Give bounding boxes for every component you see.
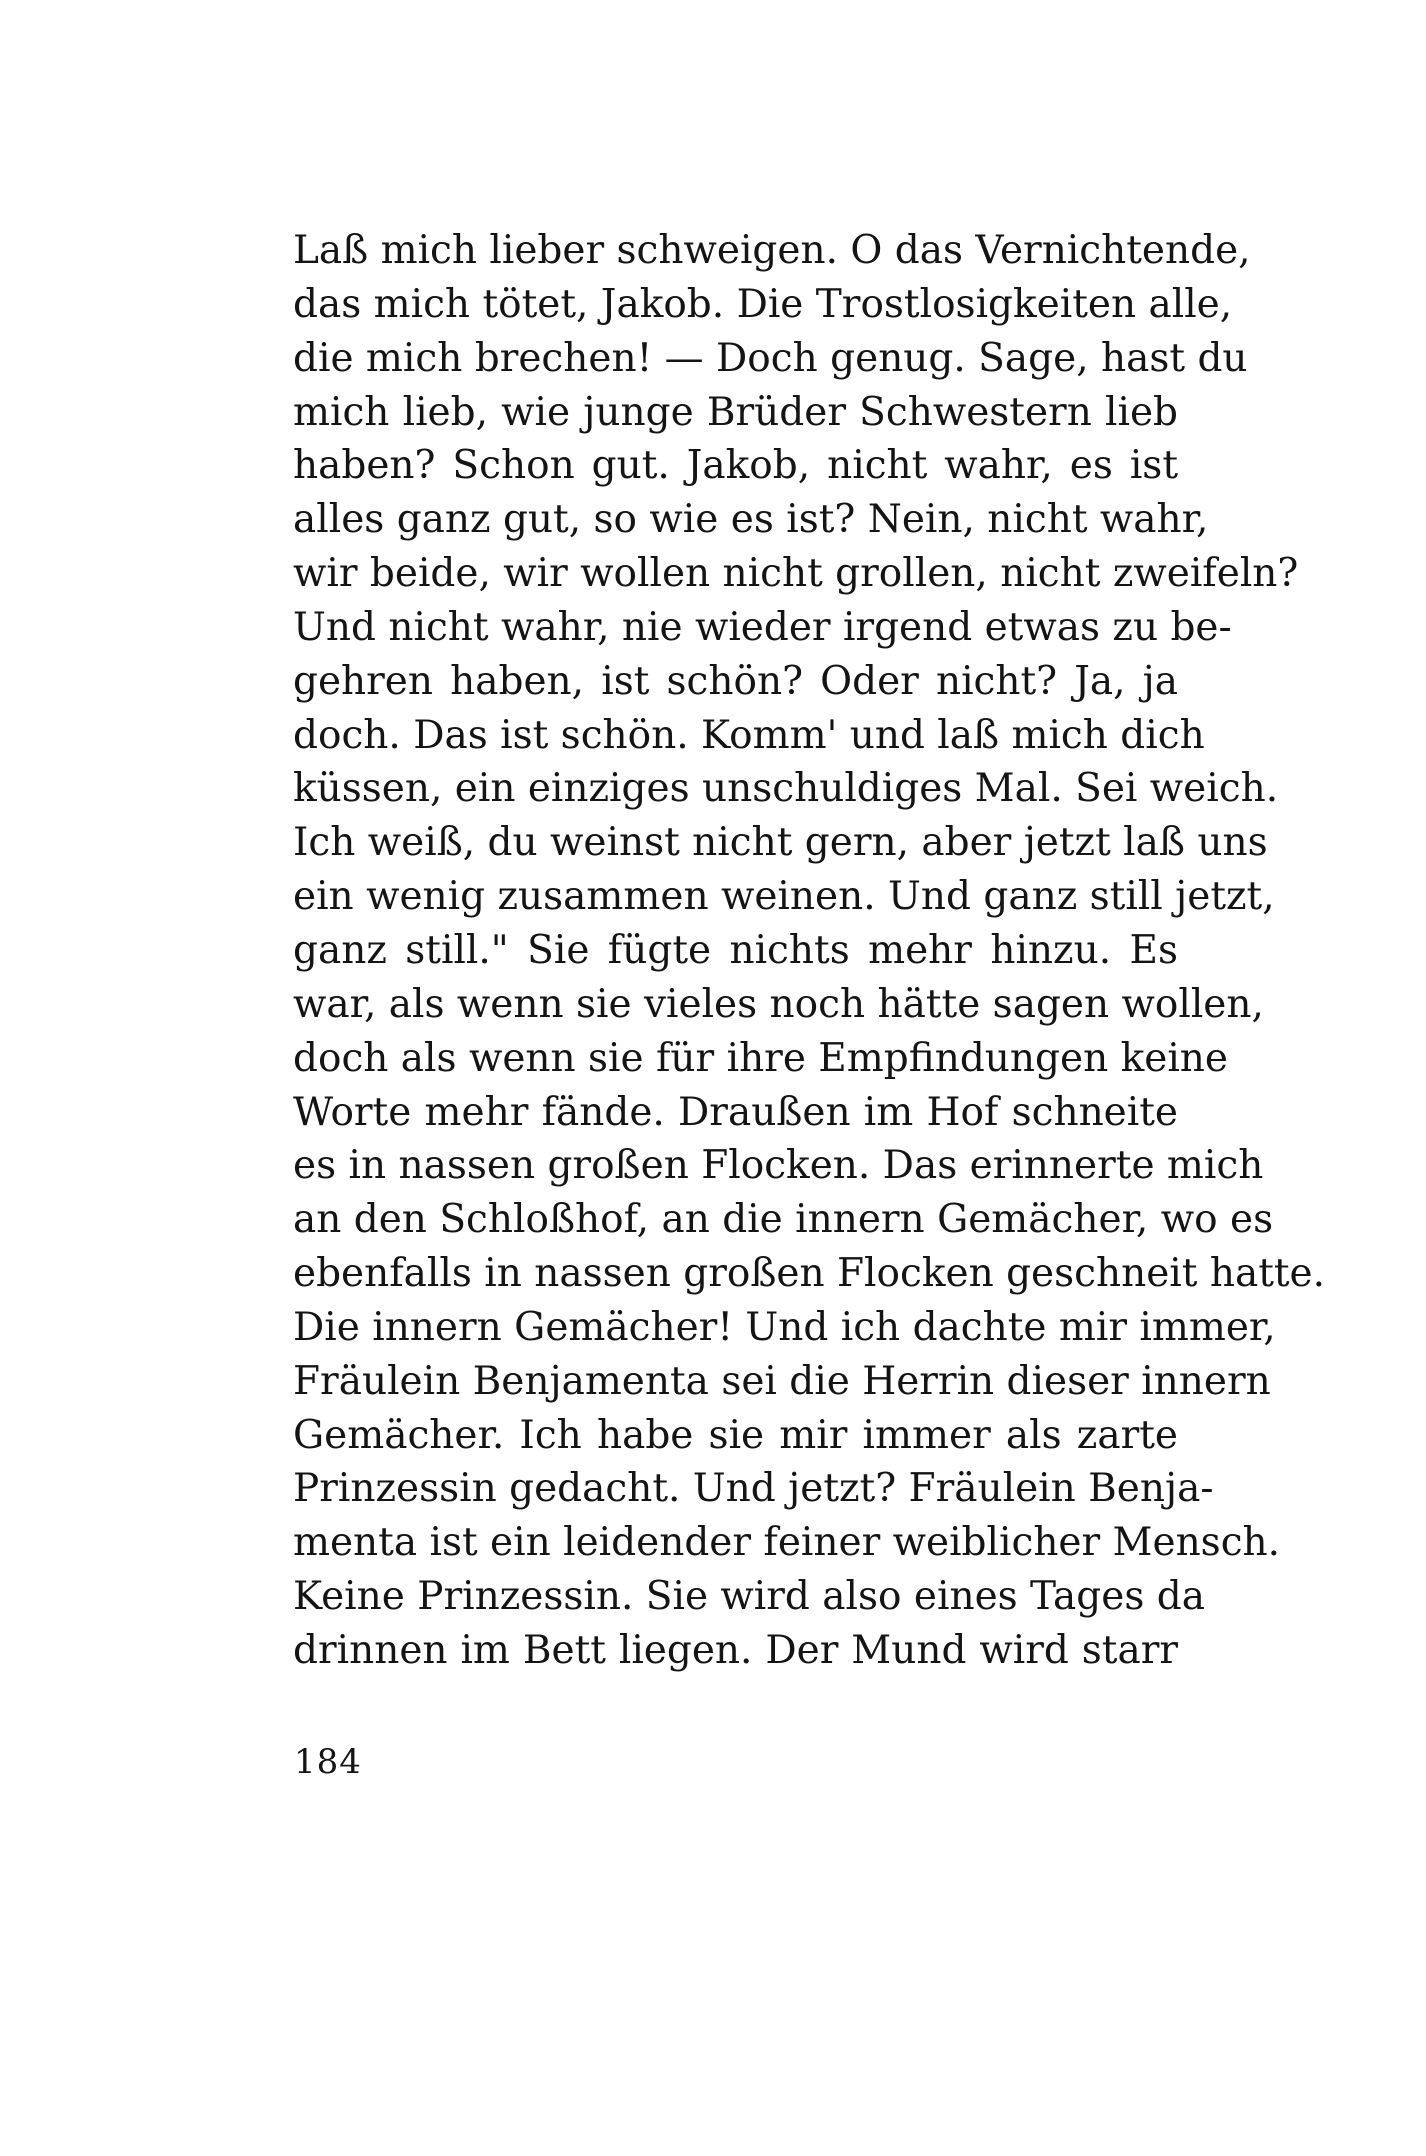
text-line: alles ganz gut, so wie es ist? Nein, nicht wahr, — [293, 497, 1209, 543]
text-line: die mich brechen! — Doch genug. Sage, hast du — [293, 335, 1248, 381]
text-line: ebenfalls in nassen großen Flocken geschneit hatte. — [293, 1251, 1326, 1297]
text-line: haben? Schon gut. Jakob, nicht wahr, es ist — [293, 443, 1178, 489]
text-line: Ich weiß, du weinst nicht gern, aber jetzt laß uns — [293, 820, 1268, 866]
text-line: Und nicht wahr, nie wieder irgend etwas zu be- — [293, 604, 1232, 650]
text-line: Die innern Gemächer! Und ich dachte mir immer, — [293, 1304, 1276, 1350]
text-line: an den Schloßhof, an die innern Gemächer, wo es — [293, 1197, 1274, 1243]
text-line: Keine Prinzessin. Sie wird also eines Tages da — [293, 1574, 1205, 1620]
body-text — [293, 224, 1326, 1678]
text-line: Laß mich lieber schweigen. O das Vernichtende, — [293, 228, 1251, 273]
text-line: doch. Das ist schön. Komm' und laß mich dich — [293, 712, 1205, 758]
page-number: 184 — [294, 1742, 362, 1782]
text-line: drinnen im Bett liegen. Der Mund wird starr — [293, 1627, 1178, 1673]
text-line: küssen, ein einziges unschuldiges Mal. Sei weich. — [293, 766, 1279, 812]
text-line: Worte mehr fände. Draußen im Hof schneite — [293, 1089, 1178, 1135]
text-line: es in nassen großen Flocken. Das erinnerte mich — [293, 1143, 1264, 1189]
text-line: wir beide, wir wollen nicht grollen, nicht zweifeln? — [293, 551, 1299, 597]
text-line: das mich tötet, Jakob. Die Trostlosigkeiten alle, — [293, 281, 1233, 327]
text-line: Prinzessin gedacht. Und jetzt? Fräulein Benja- — [293, 1466, 1214, 1512]
text-line: ein wenig zusammen weinen. Und ganz still jetzt, — [293, 874, 1275, 920]
text-line: gehren haben, ist schön? Oder nicht? Ja, ja — [293, 658, 1178, 704]
text-line: menta ist ein leidender feiner weiblicher Mensch. — [293, 1520, 1281, 1566]
text-line: Fräulein Benjamenta sei die Herrin dieser innern — [293, 1358, 1271, 1404]
text-line: mich lieb, wie junge Brüder Schwestern lieb — [293, 389, 1178, 435]
text-line: Gemächer. Ich habe sie mir immer als zarte — [293, 1412, 1178, 1458]
text-line: doch als wenn sie für ihre Empfindungen keine — [293, 1035, 1228, 1081]
text-line: war, als wenn sie vieles noch hätte sagen wollen, — [293, 981, 1264, 1027]
text-line: ganz still." Sie fügte nichts mehr hinzu. Es — [293, 927, 1178, 973]
